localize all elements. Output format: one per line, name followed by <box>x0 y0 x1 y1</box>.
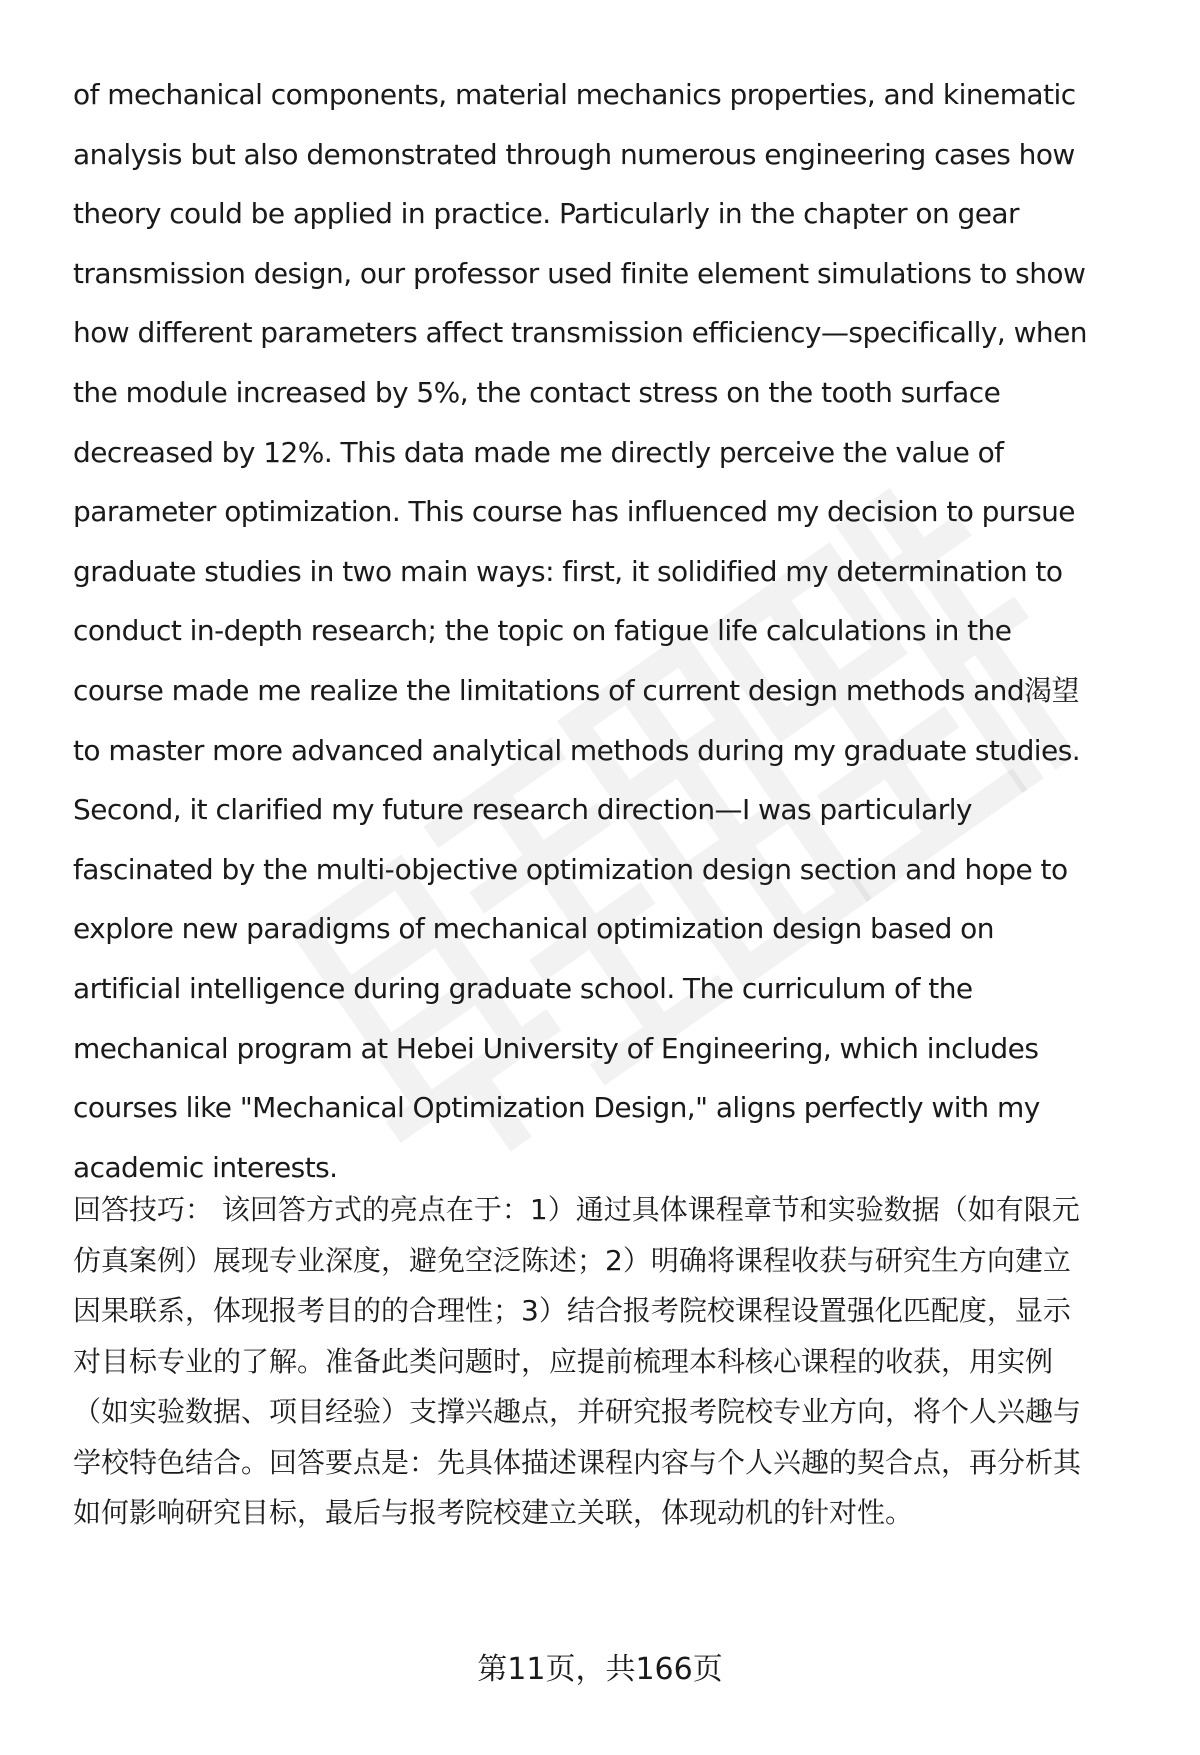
english-paragraph <box>73 65 1153 1197</box>
text-line: conduct in-depth research; the topic on fatigue life calculations in the <box>73 614 1012 648</box>
text-line: explore new paradigms of mechanical optimization design based on <box>73 912 994 946</box>
text-line: courses like "Mechanical Optimization Design," aligns perfectly with my <box>73 1091 1040 1125</box>
tips-line: 因果联系，体现报考目的的合理性；3）结合报考院校课程设置强化匹配度，显示 <box>73 1294 1071 1327</box>
text-line: to master more advanced analytical methods during my graduate studies. <box>73 733 1081 767</box>
tips-line: 对目标专业的了解。准备此类问题时，应提前梳理本科核心课程的收获，用实例 <box>73 1344 1054 1378</box>
text-line: analysis but also demonstrated through numerous engineering cases how <box>73 137 1075 171</box>
text-line: graduate studies in two main ways: first, it solidified my determination to <box>73 554 1063 588</box>
text-line: the module increased by 5%, the contact stress on the tooth surface <box>73 375 1001 409</box>
text-line: transmission design, our professor used finite element simulations to show <box>73 256 1086 290</box>
text-line: of mechanical components, material mechanics properties, and kinematic <box>73 78 1076 111</box>
text-line: artificial intelligence during graduate school. The curriculum of the <box>73 971 973 1005</box>
text-line: Second, it clarified my future research direction—I was particularly <box>73 793 972 827</box>
answer-tips-paragraph <box>73 1185 1153 1539</box>
tips-line: 仿真案例）展现专业深度，避免空泛陈述；2）明确将课程收获与研究生方向建立 <box>73 1243 1071 1277</box>
tips-line: 学校特色结合。回答要点是：先具体描述课程内容与个人兴趣的契合点，再分析其 <box>73 1445 1082 1479</box>
tips-line: 如何影响研究目标，最后与报考院校建立关联，体现动机的针对性。 <box>73 1496 914 1529</box>
text-line: academic interests. <box>73 1150 338 1184</box>
text-line: mechanical program at Hebei University of Engineering, which includes <box>73 1031 1039 1065</box>
text-line: fascinated by the multi-objective optimization design section and hope to <box>73 852 1068 886</box>
text-line: parameter optimization. This course has influenced my decision to pursue <box>73 495 1075 529</box>
text-line: course made me realize the limitations of current design methods and渴望 <box>73 673 1080 707</box>
text-line: theory could be applied in practice. Particularly in the chapter on gear <box>73 197 1020 231</box>
tips-line: 回答技巧： 该回答方式的亮点在于：1）通过具体课程章节和实验数据（如有限元 <box>73 1193 1080 1226</box>
text-line: how different parameters affect transmission efficiency—specifically, when <box>73 316 1088 350</box>
tips-line: （如实验数据、项目经验）支撑兴趣点，并研究报考院校专业方向，将个人兴趣与 <box>73 1395 1082 1428</box>
text-line: decreased by 12%. This data made me directly perceive the value of <box>73 435 1004 469</box>
page-number-footer: 第11页，共166页 <box>477 1652 723 1687</box>
